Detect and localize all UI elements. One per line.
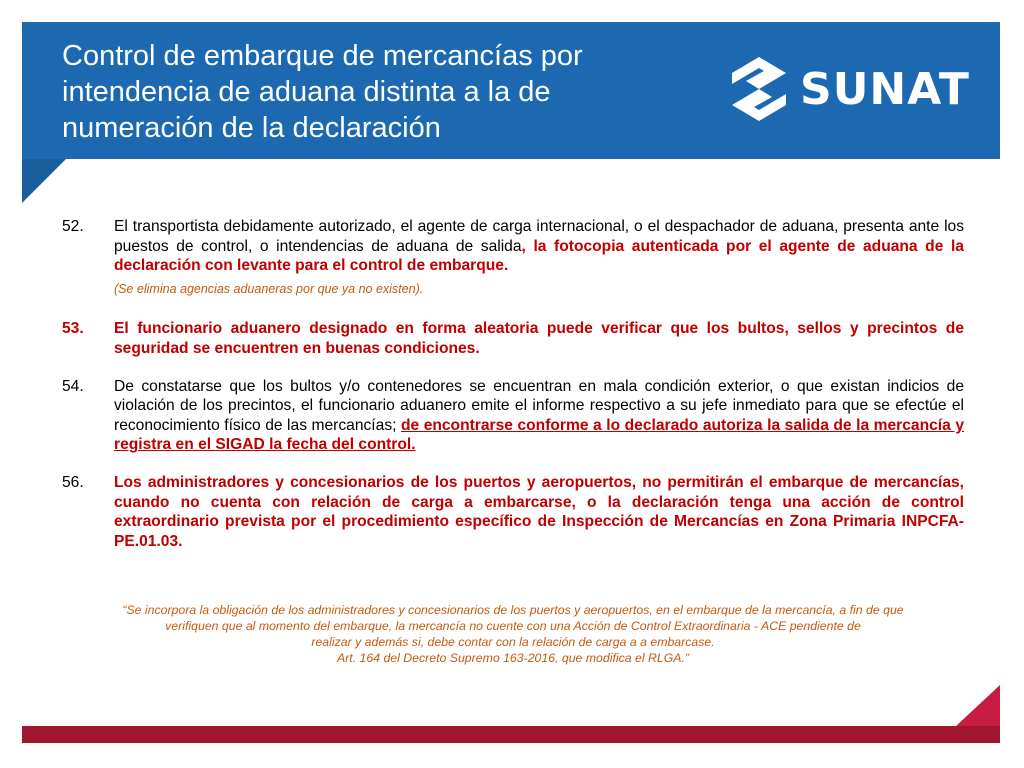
list-item [62,473,964,551]
item-text-highlight: , la fotocopia autenticada por el agente de aduana de la declaración con levante para el control de embarque. [114,237,964,275]
list-item [62,217,964,276]
item-number: 52. [62,218,84,235]
item-text-plain: De constatarse que los bultos y/o contenedores se encuentran en mala condición exterior, o que existan indicios de violación de los precintos, el funcionario aduanero emite el informe respectivo a su jefe inmediato para que se efectúe el reconocimiento físico de las mercancías; [114,377,964,434]
slide-title [62,38,702,146]
footer-fold-decoration [956,685,1000,726]
item-text-highlight: El funcionario aduanero designado en forma aleatoria puede verificar que los bultos, sellos y precintos de seguridad se encuentren en buenas condiciones. [114,320,964,357]
slide-body [62,217,964,569]
quote-line: “Se incorpora la obligación de los administradores y concesionarios de los puertos y aeropuertos, en el embarque de la mercancía, a fin de que [122,603,904,617]
slide-title-line: Control de embarque de mercancías por [62,40,583,72]
item-text-underlined: de encontrarse conforme a lo declarado autoriza la salida de la mercancía y registra en el SIGAD la fecha del control. [114,416,964,454]
slide-title-line: numeración de la declaración [62,112,441,144]
quote-line: verifiquen que al momento del embarque, la mercancía no cuente con una Acción de Control Extraordinaria - ACE pendiente de [165,619,861,633]
sunat-logo [728,52,978,126]
item-number: 54. [62,377,84,395]
quote-line: Art. 164 del Decreto Supremo 163-2016, que modifica el RLGA.” [336,651,690,665]
sunat-s-logo-icon [728,55,790,123]
footer-band [22,726,1000,743]
item-text-plain: El transportista debidamente autorizado, el agente de carga internacional, o el despachador de aduana, presenta ante los puestos de control, o intendencias de aduana de salida [114,218,964,255]
slide-title-line: intendencia de aduana distinta a la de [62,76,551,108]
item-number: 56. [62,473,84,491]
item-text-highlight: Los administradores y concesionarios de los puertos y aeropuertos, no permitirán el embarque de mercancías, cuando no cuenta con relación de carga a embarcarse, o la declaración tenga una acción de control extraordinario prevista por el procedimiento específico de Inspección de Mercancías en Zona Primaria INPCFA-PE.01.03. [114,473,964,550]
header-fold-decoration [22,159,66,203]
item-text [114,377,964,455]
item-text [114,217,964,276]
item-note: (Se elimina agencias aduaneras por que ya no existen). [114,281,424,296]
list-item [62,377,964,455]
list-item [62,319,964,358]
item-number: 53. [62,320,84,338]
quote-line: realizar y además si, debe contar con la relación de carga a a embarcase. [311,635,715,649]
sunat-logo-text: SUNAT [800,63,970,115]
legal-quote [62,602,964,666]
